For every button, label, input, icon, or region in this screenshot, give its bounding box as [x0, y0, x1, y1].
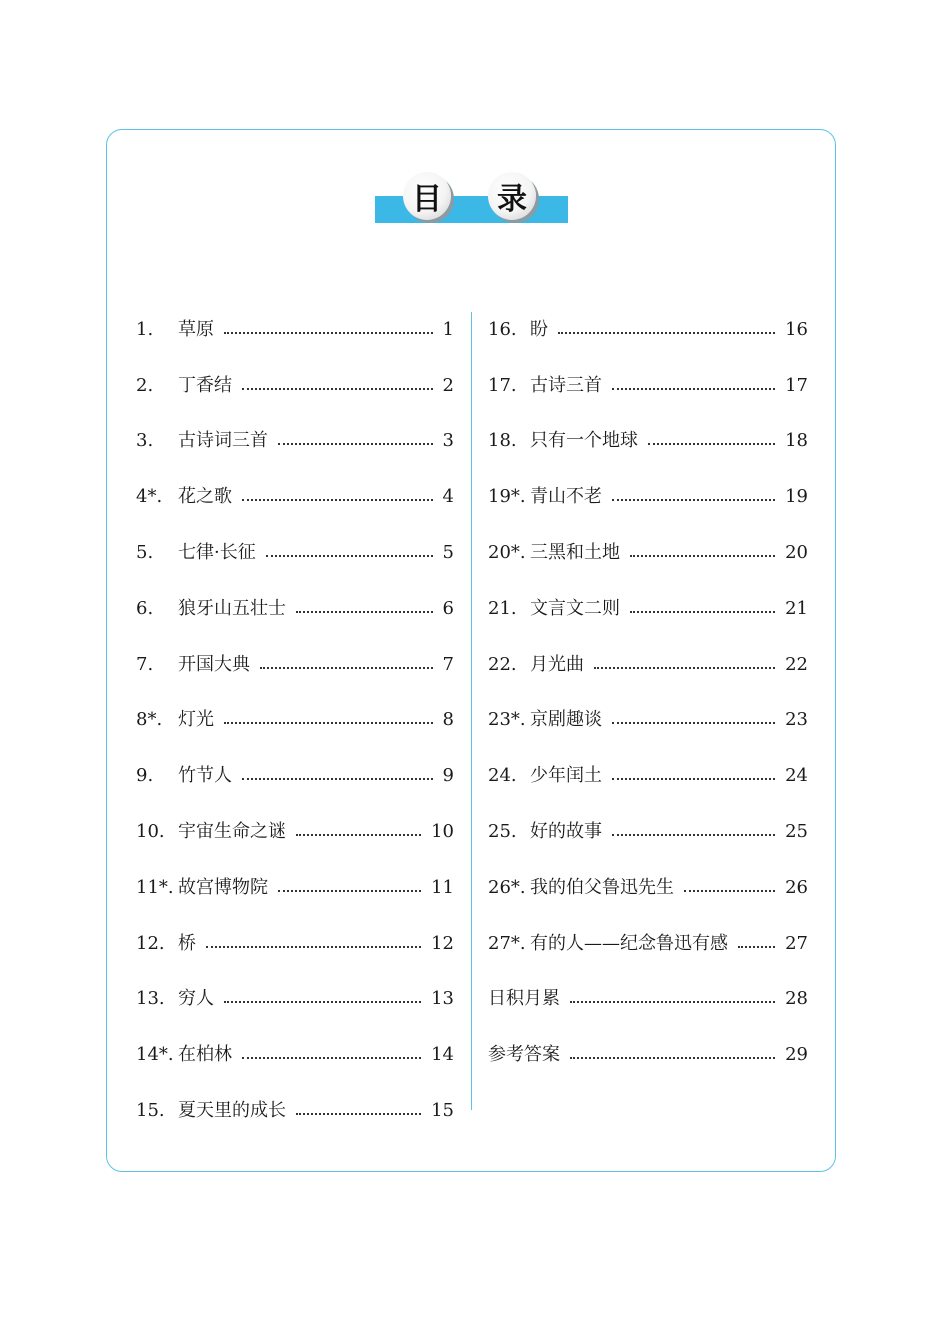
toc-entry[interactable] [136, 860, 454, 916]
toc-entry[interactable] [488, 804, 808, 860]
toc-entry-number: 25. [488, 821, 517, 843]
dot-leader [242, 778, 433, 780]
toc-entry-title: 在柏林 [178, 1044, 232, 1066]
dot-leader [224, 1001, 421, 1003]
dot-leader [242, 388, 433, 390]
toc-entry-title: 日积月累 [488, 988, 560, 1010]
toc-entry-title: 三黑和土地 [530, 542, 620, 564]
toc-entry[interactable] [488, 414, 808, 470]
toc-entry-number: 16. [488, 318, 517, 340]
toc-entry-page: 18 [785, 430, 808, 452]
dot-leader [224, 722, 433, 724]
toc-entry-number: 10. [136, 821, 165, 843]
toc-entry-page: 29 [785, 1044, 808, 1066]
dot-leader [242, 499, 433, 501]
toc-entry-number: 8*. [136, 709, 163, 731]
toc-entry-page: 22 [785, 653, 808, 675]
dot-leader [612, 388, 775, 390]
toc-entry[interactable] [488, 748, 808, 804]
toc-entry-number: 27*. [488, 932, 526, 954]
toc-entry-page: 28 [785, 988, 808, 1010]
dot-leader [570, 1001, 775, 1003]
toc-entry-number: 4*. [136, 486, 163, 508]
toc-entry[interactable] [136, 1083, 454, 1139]
toc-heading [375, 172, 568, 224]
toc-entry-title: 桥 [178, 932, 196, 954]
toc-entry-page: 10 [431, 821, 454, 843]
toc-entry[interactable] [488, 637, 808, 693]
toc-entry-number: 13. [136, 988, 165, 1010]
toc-entry-number: 20*. [488, 542, 526, 564]
toc-entry-page: 11 [431, 876, 454, 898]
toc-entry-number: 7. [136, 653, 154, 675]
dot-leader [612, 778, 775, 780]
toc-entry-number: 15. [136, 1100, 165, 1122]
toc-entry-page: 24 [785, 765, 808, 787]
toc-entry-title: 我的伯父鲁迅先生 [530, 876, 674, 898]
dot-leader [738, 946, 775, 948]
toc-entry-title: 京剧趣谈 [530, 709, 602, 731]
toc-entry-title: 灯光 [178, 709, 214, 731]
toc-entry-page: 23 [785, 709, 808, 731]
toc-entry-title: 少年闰土 [530, 765, 602, 787]
toc-entry-number: 23*. [488, 709, 526, 731]
toc-entry-page: 15 [431, 1100, 454, 1122]
toc-entry-number: 19*. [488, 486, 526, 508]
dot-leader [612, 499, 775, 501]
toc-left-column [136, 302, 454, 1139]
toc-entry[interactable] [136, 302, 454, 358]
toc-entry-title: 盼 [530, 318, 548, 340]
toc-entry-title: 故宫博物院 [178, 876, 268, 898]
toc-entry-title: 只有一个地球 [530, 430, 638, 452]
toc-entry-page: 1 [442, 318, 454, 340]
toc-entry[interactable] [136, 637, 454, 693]
dot-leader [630, 611, 775, 613]
toc-entry-title: 竹节人 [178, 765, 232, 787]
toc-entry[interactable] [136, 414, 454, 470]
heading-char-lu: 录 [488, 172, 536, 220]
toc-entry[interactable] [136, 804, 454, 860]
column-divider [471, 312, 472, 1110]
toc-entry[interactable] [136, 916, 454, 972]
toc-entry[interactable] [488, 916, 808, 972]
toc-entry[interactable] [488, 1027, 808, 1083]
dot-leader [630, 555, 775, 557]
dot-leader [558, 332, 775, 334]
toc-entry-number: 2. [136, 374, 154, 396]
toc-entry[interactable] [488, 469, 808, 525]
toc-entry-number: 9. [136, 765, 154, 787]
toc-entry[interactable] [488, 302, 808, 358]
toc-entry-number: 18. [488, 430, 517, 452]
toc-entry-number: 1. [136, 318, 154, 340]
dot-leader [296, 611, 433, 613]
toc-entry[interactable] [488, 860, 808, 916]
toc-entry-page: 21 [785, 597, 808, 619]
toc-entry-title: 七律·长征 [178, 542, 256, 564]
toc-entry-title: 古诗词三首 [178, 430, 268, 452]
toc-entry[interactable] [136, 1027, 454, 1083]
toc-entry-title: 夏天里的成长 [178, 1100, 286, 1122]
toc-entry-page: 8 [442, 709, 454, 731]
toc-entry-title: 参考答案 [488, 1044, 560, 1066]
toc-entry-page: 4 [442, 486, 454, 508]
toc-entry-page: 17 [785, 374, 808, 396]
toc-entry-number: 22. [488, 653, 517, 675]
toc-entry-title: 狼牙山五壮士 [178, 597, 286, 619]
dot-leader [278, 443, 433, 445]
toc-entry-page: 26 [785, 876, 808, 898]
toc-entry-title: 丁香结 [178, 374, 232, 396]
dot-leader [612, 722, 775, 724]
toc-entry-number: 21. [488, 597, 517, 619]
toc-entry-number: 14*. [136, 1044, 174, 1066]
dot-leader [266, 555, 433, 557]
dot-leader [612, 834, 775, 836]
toc-entry-page: 14 [431, 1044, 454, 1066]
toc-entry[interactable] [136, 469, 454, 525]
toc-entry-title: 文言文二则 [530, 597, 620, 619]
dot-leader [296, 834, 421, 836]
toc-entry-page: 2 [442, 374, 454, 396]
toc-entry-title: 穷人 [178, 988, 214, 1010]
toc-entry-title: 宇宙生命之谜 [178, 821, 286, 843]
dot-leader [684, 890, 775, 892]
dot-leader [206, 946, 421, 948]
toc-entry-page: 12 [431, 932, 454, 954]
toc-entry-page: 9 [442, 765, 454, 787]
dot-leader [278, 890, 421, 892]
toc-entry-page: 7 [442, 653, 454, 675]
toc-entry-number: 6. [136, 597, 154, 619]
dot-leader [648, 443, 775, 445]
toc-entry[interactable] [136, 358, 454, 414]
dot-leader [260, 667, 433, 669]
toc-right-column [488, 302, 808, 1083]
toc-entry-page: 16 [785, 318, 808, 340]
toc-entry-page: 27 [785, 932, 808, 954]
toc-entry-title: 草原 [178, 318, 214, 340]
toc-entry[interactable] [488, 525, 808, 581]
toc-entry-page: 25 [785, 821, 808, 843]
toc-entry-number: 11*. [136, 876, 174, 898]
toc-entry[interactable] [136, 972, 454, 1028]
toc-entry-number: 3. [136, 430, 154, 452]
toc-entry-title: 开国大典 [178, 653, 250, 675]
dot-leader [296, 1113, 421, 1115]
dot-leader [594, 667, 775, 669]
toc-entry-number: 5. [136, 542, 154, 564]
toc-entry[interactable] [136, 581, 454, 637]
toc-entry-page: 3 [442, 430, 454, 452]
toc-entry[interactable] [136, 748, 454, 804]
toc-entry[interactable] [488, 972, 808, 1028]
dot-leader [570, 1057, 775, 1059]
toc-entry-number: 26*. [488, 876, 526, 898]
toc-entry-page: 6 [442, 597, 454, 619]
toc-entry-page: 19 [785, 486, 808, 508]
dot-leader [224, 332, 433, 334]
toc-entry-page: 5 [442, 542, 454, 564]
toc-entry-page: 13 [431, 988, 454, 1010]
heading-char-mu: 目 [403, 172, 451, 220]
toc-entry-number: 17. [488, 374, 517, 396]
toc-entry-page: 20 [785, 542, 808, 564]
toc-entry[interactable] [488, 693, 808, 749]
toc-entry[interactable] [488, 581, 808, 637]
toc-entry-title: 花之歌 [178, 486, 232, 508]
toc-entry[interactable] [136, 693, 454, 749]
dot-leader [242, 1057, 421, 1059]
toc-entry-title: 好的故事 [530, 821, 602, 843]
toc-entry[interactable] [136, 525, 454, 581]
toc-entry-number: 24. [488, 765, 517, 787]
toc-entry-title: 有的人——纪念鲁迅有感 [530, 932, 728, 954]
toc-entry-title: 青山不老 [530, 486, 602, 508]
toc-entry-title: 月光曲 [530, 653, 584, 675]
toc-entry[interactable] [488, 358, 808, 414]
toc-entry-number: 12. [136, 932, 165, 954]
toc-entry-title: 古诗三首 [530, 374, 602, 396]
